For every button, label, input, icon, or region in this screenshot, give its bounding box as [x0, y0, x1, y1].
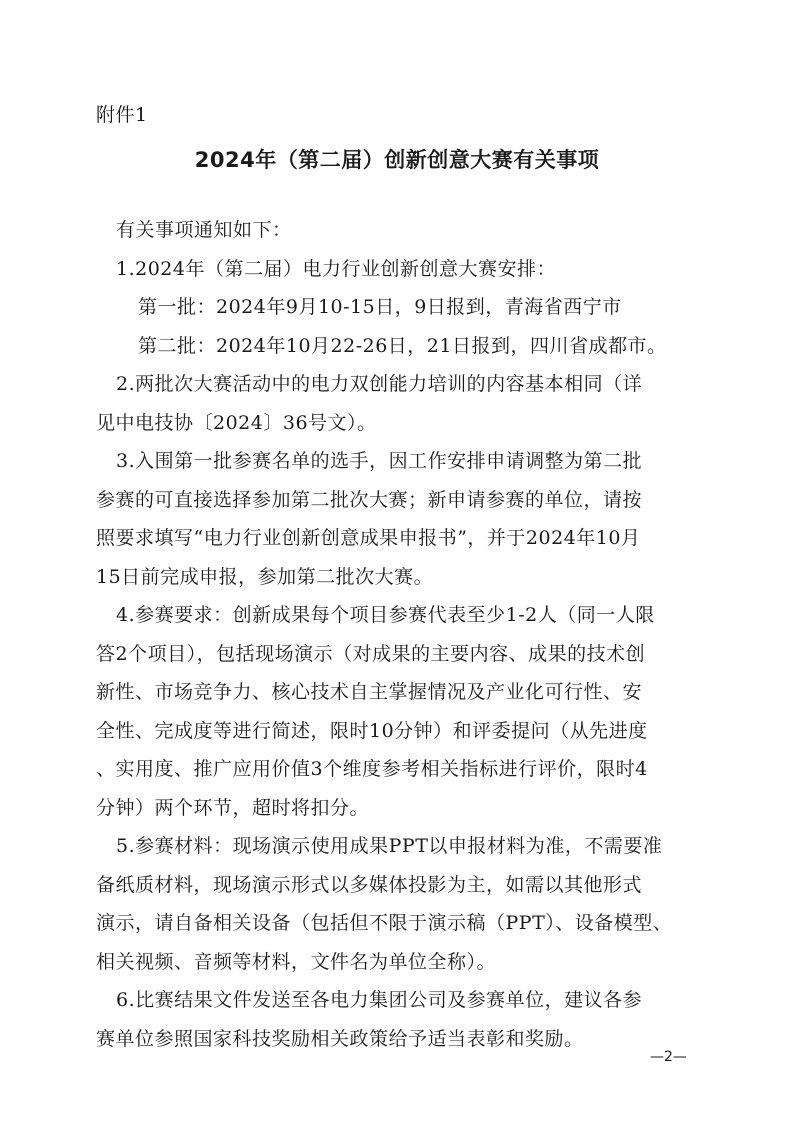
- paragraph-line: 1.2024年（第二届）电力行业创新创意大赛安排：: [116, 258, 556, 280]
- paragraph-line: 参赛的可直接选择参加第二批次大赛；新申请参赛的单位，请按: [96, 489, 643, 511]
- paragraph-line: 4.参赛要求：创新成果每个项目参赛代表至少1-2人（同一人限: [116, 604, 655, 626]
- page-title: 2024年（第二届）创新创意大赛有关事项: [194, 148, 600, 172]
- paragraph-line: 、实用度、推广应用价值3个维度参考相关指标进行评价，限时4: [96, 758, 648, 780]
- paragraph-line: 3.入围第一批参赛名单的选手，因工作安排申请调整为第二批: [116, 450, 643, 472]
- paragraph-line: 照要求填写“电力行业创新创意成果申报书”，并于2024年10月: [96, 527, 641, 549]
- paragraph-line: 6.比赛结果文件发送至各电力集团公司及参赛单位，建议各参: [116, 989, 643, 1011]
- paragraph-line: 分钟）两个环节，超时将扣分。: [96, 797, 370, 819]
- paragraph-line: 演示，请自备相关设备（包括但不限于演示稿（PPT）、设备模型、: [96, 912, 673, 934]
- attachment-label: 附件1: [96, 104, 148, 126]
- paragraph-line: 新性、市场竞争力、核心技术自主掌握情况及产业化可行性、安: [96, 681, 643, 703]
- page-number: —2—: [650, 1049, 687, 1065]
- paragraph-line: 赛单位参照国家科技奖励相关政策给予适当表彰和奖励。: [96, 1028, 584, 1050]
- paragraph-line: 2.两批次大赛活动中的电力双创能力培训的内容基本相同（详: [116, 373, 643, 395]
- paragraph-line: 第一批：2024年9月10-15日，9日报到，青海省西宁市: [138, 296, 622, 318]
- paragraph-line: 相关视频、音频等材料，文件名为单位全称）。: [96, 951, 497, 973]
- paragraph-line: 第二批：2024年10月22-26日，21日报到，四川省成都市。: [138, 335, 667, 357]
- paragraph-line: 见中电技协〔2024〕36号文）。: [96, 412, 377, 434]
- paragraph-line: 全性、完成度等进行简述，限时10分钟）和评委提问（从先进度: [96, 720, 648, 742]
- paragraph-line: 有关事项通知如下：: [116, 219, 292, 241]
- paragraph-line: 备纸质材料，现场演示形式以多媒体投影为主，如需以其他形式: [96, 874, 643, 896]
- paragraph-line: 答2个项目），包括现场演示（对成果的主要内容、成果的技术创: [96, 643, 646, 665]
- paragraph-line: 5.参赛材料：现场演示使用成果PPT以申报材料为准，不需要准: [116, 835, 663, 857]
- paragraph-line: 15日前完成申报，参加第二批次大赛。: [96, 566, 434, 588]
